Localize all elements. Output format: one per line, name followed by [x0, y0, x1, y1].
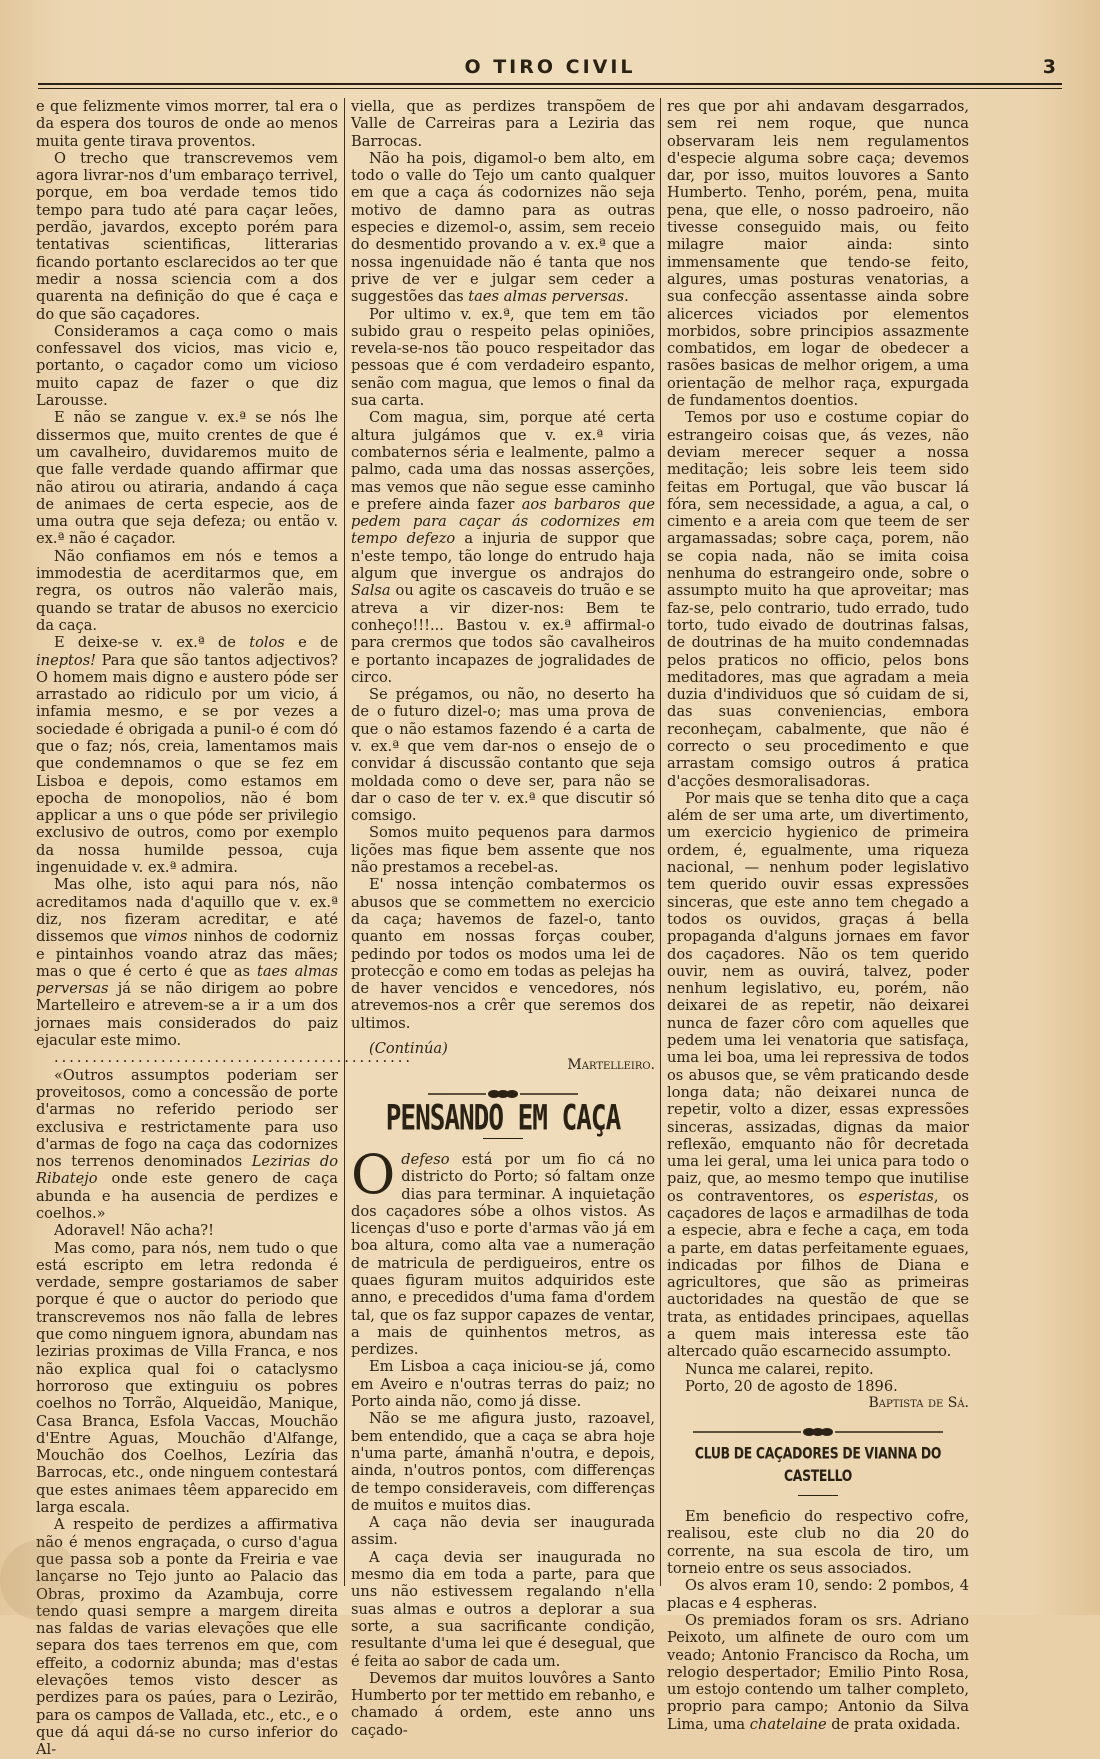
column-divider-1	[344, 98, 345, 1586]
paragraph: Somos muito pequenos para darmos lições mas fique bem assente que nos não prestamos a recebel-as.	[351, 824, 655, 877]
paragraph: Temos por uso e costume copiar do estrangeiro coisas que, ás vezes, não deviam merecer sequer a nossa meditação; leis sobre leis teem sido feitas em Portugal, que vão buscar lá fóra, sem necessidade, a agua, a cal, o cimento e a areia com que teem de ser argamassadas; sobre caça, porem, não se copia nada, não se imita coisa nenhuma do estrangeiro onde, sobre o assumpto muito ha que aproveitar; mas faz-se, pelo contrario, tudo errado, tudo torto, tudo eivado de doutrinas falsas, de doutrinas de ha muito condemnadas pelos praticos no officio, pelos bons meditadores, mas que agradam a meia duzia d'individuos que só cuidam de si, das suas conveniencias, embora reconheçam, cabalmente, que não é correcto o seu procedimento e que arrastam comsigo outros á pratica d'acções desmoralisadoras.	[667, 409, 969, 790]
ornament-divider-icon	[693, 1427, 943, 1437]
quote-paragraph: «Outros assumptos poderiam ser proveitosos, como a concessão de porte d'armas no referido periodo ser exclusiva e restrictamente para uso d'armas de fogo na caça das codornizes nos terrenos denominados Lezirias do Ribatejo onde este genero de caça abunda e ha ausencia de perdizes e coelhos.»	[36, 1066, 338, 1222]
paragraph: Em Lisboa a caça iniciou-se já, como em Aveiro e n'outras terras do paiz; no Porto ainda não, como já disse.	[351, 1358, 655, 1411]
paragraph: viella, que as perdizes transpõem de Valle de Carreiras para a Leziria das Barrocas.	[351, 98, 655, 150]
dropcap: O	[351, 1142, 396, 1206]
paragraph: Não se me afigura justo, razoavel, bem entendido, que a caça se abra hoje n'uma parte, ámanhã n'outra, e depois, ainda, n'outros pontos, com differenças de tempo consideraveis, com differenças de muitos e muitos dias.	[351, 1410, 655, 1514]
signature-baptista: Baptista de Sá.	[868, 1395, 969, 1412]
club-headline: CLUB DE CAÇADORES DE VIANNA DO CASTELLO	[694, 1442, 942, 1485]
column-2	[351, 98, 655, 1739]
paragraph: A caça não devia ser inaugurada assim.	[351, 1514, 655, 1549]
column-3	[667, 98, 969, 1733]
paragraph: E' nossa intenção combatermos os abusos que se commettem no exercicio da caça; havemos de fazel-o, tanto quanto em nossas forças couber, pedindo por todos os modos uma lei de protecção e como em todas as pelejas ha de haver vencidos e vencedores, nós atrevemos-nos a crêr que seremos dos ultimos.	[351, 876, 655, 1032]
paragraph-dropcap: Odefeso está por um fio cá no districto do Porto; só faltam onze dias para terminar. A inquietação dos caçadores sóbe a olhos vistos. As licenças d'uso e porte d'armas vão já em boa altura, como alta vae a numeração de matricula de perdigueiros, entre os quaes figuram muitos adquiridos este anno, e precedidos d'uma fama d'ordem tal, que os faz suppor capazes de ventar, a mais de quinhentos metros, as perdizes.	[351, 1142, 655, 1359]
paragraph: Os alvos eram 10, sendo: 2 pombos, 4 placas e 4 espheras.	[667, 1577, 969, 1612]
signature-martelleiro: Martelleiro.	[567, 1057, 655, 1074]
paragraph: Com magua, sim, porque até certa altura julgámos que v. ex.ª viria combaternos séria e lealmente, palmo a palmo, cada uma das nossas asserções, mas vemos que não segue esse caminho e prefere ainda fazer aos barbaros que pedem para caçar ás codornizes em tempo defezo a injuria de suppor que n'este tempo, tão longe do entrudo haja algum que invergue os andrajos do Salsa ou agite os cascaveis do truão e se atreva a vir dizer-nos: Bem te conheço!!!... Bastou v. ex.ª affirmal-o para crermos que todos são cavalheiros e portanto incapazes de jogralidades de circo.	[351, 409, 655, 686]
dotted-separator: ...............................................	[54, 1049, 414, 1067]
article-headline: PENSANDO EM CAÇA	[385, 1098, 621, 1139]
paragraph: Mas olhe, isto aqui para nós, não acreditamos nada d'aquillo que v. ex.ª diz, nos fizeram acreditar, e até dissemos que vimos ninhos de codorniz e pintainhos voando atraz das mães; mas o que é certo é que as taes almas perversas já se não dirigem ao pobre Martelleiro e atrevem-se a ir a um dos jornaes mais considerados do paiz ejacular este mimo.	[36, 876, 338, 1050]
ornament-divider-icon	[428, 1089, 578, 1099]
masthead	[38, 48, 1062, 88]
paragraph: Devemos dar muitos louvôres a Santo Humberto por ter mettido em rebanho, e chamado á ordem, este anno uns caçado-	[351, 1669, 655, 1739]
headline-rule	[798, 1495, 838, 1496]
paragraph: Adoravel! Não acha?!	[54, 1222, 214, 1240]
continua-note: (Continúa)	[369, 1040, 448, 1058]
paragraph: A caça devia ser inaugurada no mesmo dia em toda a parte, para que uns não estivessem regalando n'ella suas almas e outros a deplorar a sua sorte, a sua sacrificante condição, resultante d'uma lei que é desegual, que é feita ao sabor de cada um.	[351, 1548, 655, 1670]
paragraph: Por mais que se tenha dito que a caça além de ser uma arte, um divertimento, um exercicio hygienico de primeira ordem, é, egualmente, uma riqueza nacional, — nenhum poder legislativo tem querido ouvir essas expressões sinceras, que este anno tem chegado a todos os ouvidos, graças á bella propaganda d'alguns jornaes em favor dos caçadores. Não os tem querido ouvir, nem as ouvirá, talvez, poder nenhum legislativo, eu, porém, não deixarei de as repetir, não deixarei nunca de fazer côro com aquelles que pedem uma lei venatoria que satisfaça, uma lei boa, uma lei repressiva de todos os abusos que, se vêm praticando desde longa data; não deixarei nunca de repetir, volto a dizer, essas expressões sinceras, assizadas, dignas da maior reflexão, emquanto não fôr decretada uma lei geral, uma lei unica para todo o paiz, que, ao mesmo tempo que inutilise os contraventores, os esperistas, os caçadores de laços e armadilhas de toda a especie, abra e feche a caça, em toda a parte, em datas perfeitamente eguaes, indicadas por filhos de Diana e agricultores, que são as primeiras auctoridades na questão de que se trata, as entidades principaes, aquellas a quem mais interessa este tão altercado quão escarnecido assumpto.	[667, 789, 969, 1361]
paragraph: Não ha pois, digamol-o bem alto, em todo o valle do Tejo um canto qualquer em que a caça ás codornizes não seja motivo de damno para as outras especies e dizemol-o, assim, sem receio do desmentido provando a v. ex.ª que a nossa ingenuidade não é tanta que nos prive de ver e julgar sem ceder a suggestões das taes almas perversas.	[351, 149, 655, 306]
paragraph: Não confiamos em nós e temos a immodestia de acerditarmos que, em regra, os outros não valerão mais, quando se tratar de abusos no exercicio da caça.	[36, 547, 338, 634]
newspaper-title: O TIRO CIVIL	[464, 56, 636, 78]
paragraph: E deixe-se v. ex.ª de tolos e de ineptos! Para que são tantos adjectivos? O homem mais digno e austero póde ser arrastado ao ridiculo por um vicio, á infamia mesmo, e se por vezes a sociedade é obrigada a punil-o é com dó que o faz; nós, creia, lamentamos mais que condemnamos o que se fez em Lisboa e depois, como estamos em epocha de monopolios, não é bom applicar a uns o que póde ser privilegio exclusivo de outros, como por exemplo da nossa humilde pessoa, cuja ingenuidade v. ex.ª admira.	[36, 634, 338, 877]
dateline: Porto, 20 de agosto de 1896.	[685, 1377, 898, 1395]
paragraph: Consideramos a caça como o mais confessavel dos vicios, mas vicio e, portanto, o caçador como um vicioso muito capaz de fazer o que diz Larousse.	[36, 322, 338, 410]
paragraph: Se prégamos, ou não, no deserto ha de o futuro dizel-o; mas uma prova de que o não estamos fazendo é a carta de v. ex.ª que vem dar-nos o ensejo de o convidar á discussão contanto que seja moldada como o deve ser, para não se dar o caso de ter v. ex.ª que discutir só comsigo.	[351, 686, 655, 825]
paragraph: Por ultimo v. ex.ª, que tem em tão subido grau o respeito pelas opiniões, revela-se-nos tão pouco respeitador das pessoas que é com verdadeiro espanto, senão com magua, que lemos o final da sua carta.	[351, 305, 655, 410]
paragraph: Os premiados foram os srs. Adriano Peixoto, um alfinete de ouro com um veado; Antonio Francisco da Rocha, um relogio despertador; Emilio Pinto Rosa, um estojo contendo um talher completo, proprio para campo; Antonio da Silva Lima, uma chatelaine de prata oxidada.	[667, 1611, 969, 1733]
page-number: 3	[1042, 56, 1056, 78]
paper-stain	[0, 1540, 80, 1620]
paragraph: E não se zangue v. ex.ª se nós lhe dissermos que, muito crentes de que é um cavalheiro, duvidaremos muito de que falle verdade quando affirmar que não atirou ou atiraria, andando á caça de animaes de certa especie, aos de uma outra que seja defeza; ou então v. ex.ª não é caçador.	[36, 409, 338, 548]
header-rule-bottom	[38, 88, 1062, 89]
paragraph: Em beneficio do respectivo cofre, realisou, este club no dia 20 do corrente, na sua escola de tiro, um torneio entre os seus associados.	[667, 1508, 969, 1578]
header-rule-top	[38, 83, 1062, 85]
paragraph: e que felizmente vimos morrer, tal era o da espera dos touros de onde ao menos muita gente tirava proventos.	[36, 98, 338, 150]
paragraph: Nunca me calarei, repito.	[685, 1360, 874, 1378]
paragraph: A respeito de perdizes a affirmativa não é menos engraçada, o curso d'agua que passa sob a ponte da Freiria e vae lançarse no Tejo junto ao Palacio das Obras, proximo da Azambuja, corre tendo quasi sempre a margem direita nas faldas de varias elevações que elle separa dos taes terrenos em que, com effeito, a codorniz abunda; mas d'estas elevações temos visto descer as perdizes para os paúes, para o Lezirão, para os campos de Vallada, etc., etc., e o que dá aqui dá-se no curso inferior do Al-	[36, 1516, 338, 1759]
paragraph: Mas como, para nós, nem tudo o que está escripto em letra redonda é verdade, sempre gostariamos de saber porque é que o auctor do periodo que transcrevemos nos não falla de lebres que como ninguem ignora, abundam nas lezirias proximas de Villa Franca, e nos não explica qual foi o cataclysmo horroroso que extinguiu os pobres coelhos no Torrão, Alqueidão, Manique, Casa Branca, Esfola Vaccas, Mouchão d'Entre Aguas, Mouchão d'Alfange, Mouchão dos Coelhos, Lezíria das Barrocas, etc., onde ninguem contestará que estes animaes têem apparecido em larga escala.	[36, 1239, 338, 1517]
column-divider-2	[660, 98, 661, 1586]
paragraph: res que por ahi andavam desgarrados, sem rei nem roque, que nunca observaram leis nem regulamentos d'especie alguma sobre caça; devemos dar, por isso, muitos louvores a Santo Humberto. Tenho, porém, pena, muita pena, que elle, o nosso padroeiro, não tivesse conseguido mais, ou feito milagre maior ainda: sinto immensamente que tendo-se feito, algures, umas posturas venatorias, a sua confecção assentasse ainda sobre alicerces viciados por elementos morbidos, sobre principios assazmente combatidos, em logar de obedecer a rasões basicas de melhor origem, a uma orientação de melhor raça, expurgada de fundamentos doentios.	[667, 98, 969, 410]
paragraph: O trecho que transcrevemos vem agora livrar-nos d'um embaraço terrivel, porque, em boa verdade temos tido tempo para tudo até para caçar leões, perdão, javardos, excepto porém para tentativas scientificas, litterarias ficando portanto esclarecidos ao ter que medir a nossa sciencia com a dos quarenta na definição do que é caça e do que são caçadores.	[36, 149, 338, 323]
